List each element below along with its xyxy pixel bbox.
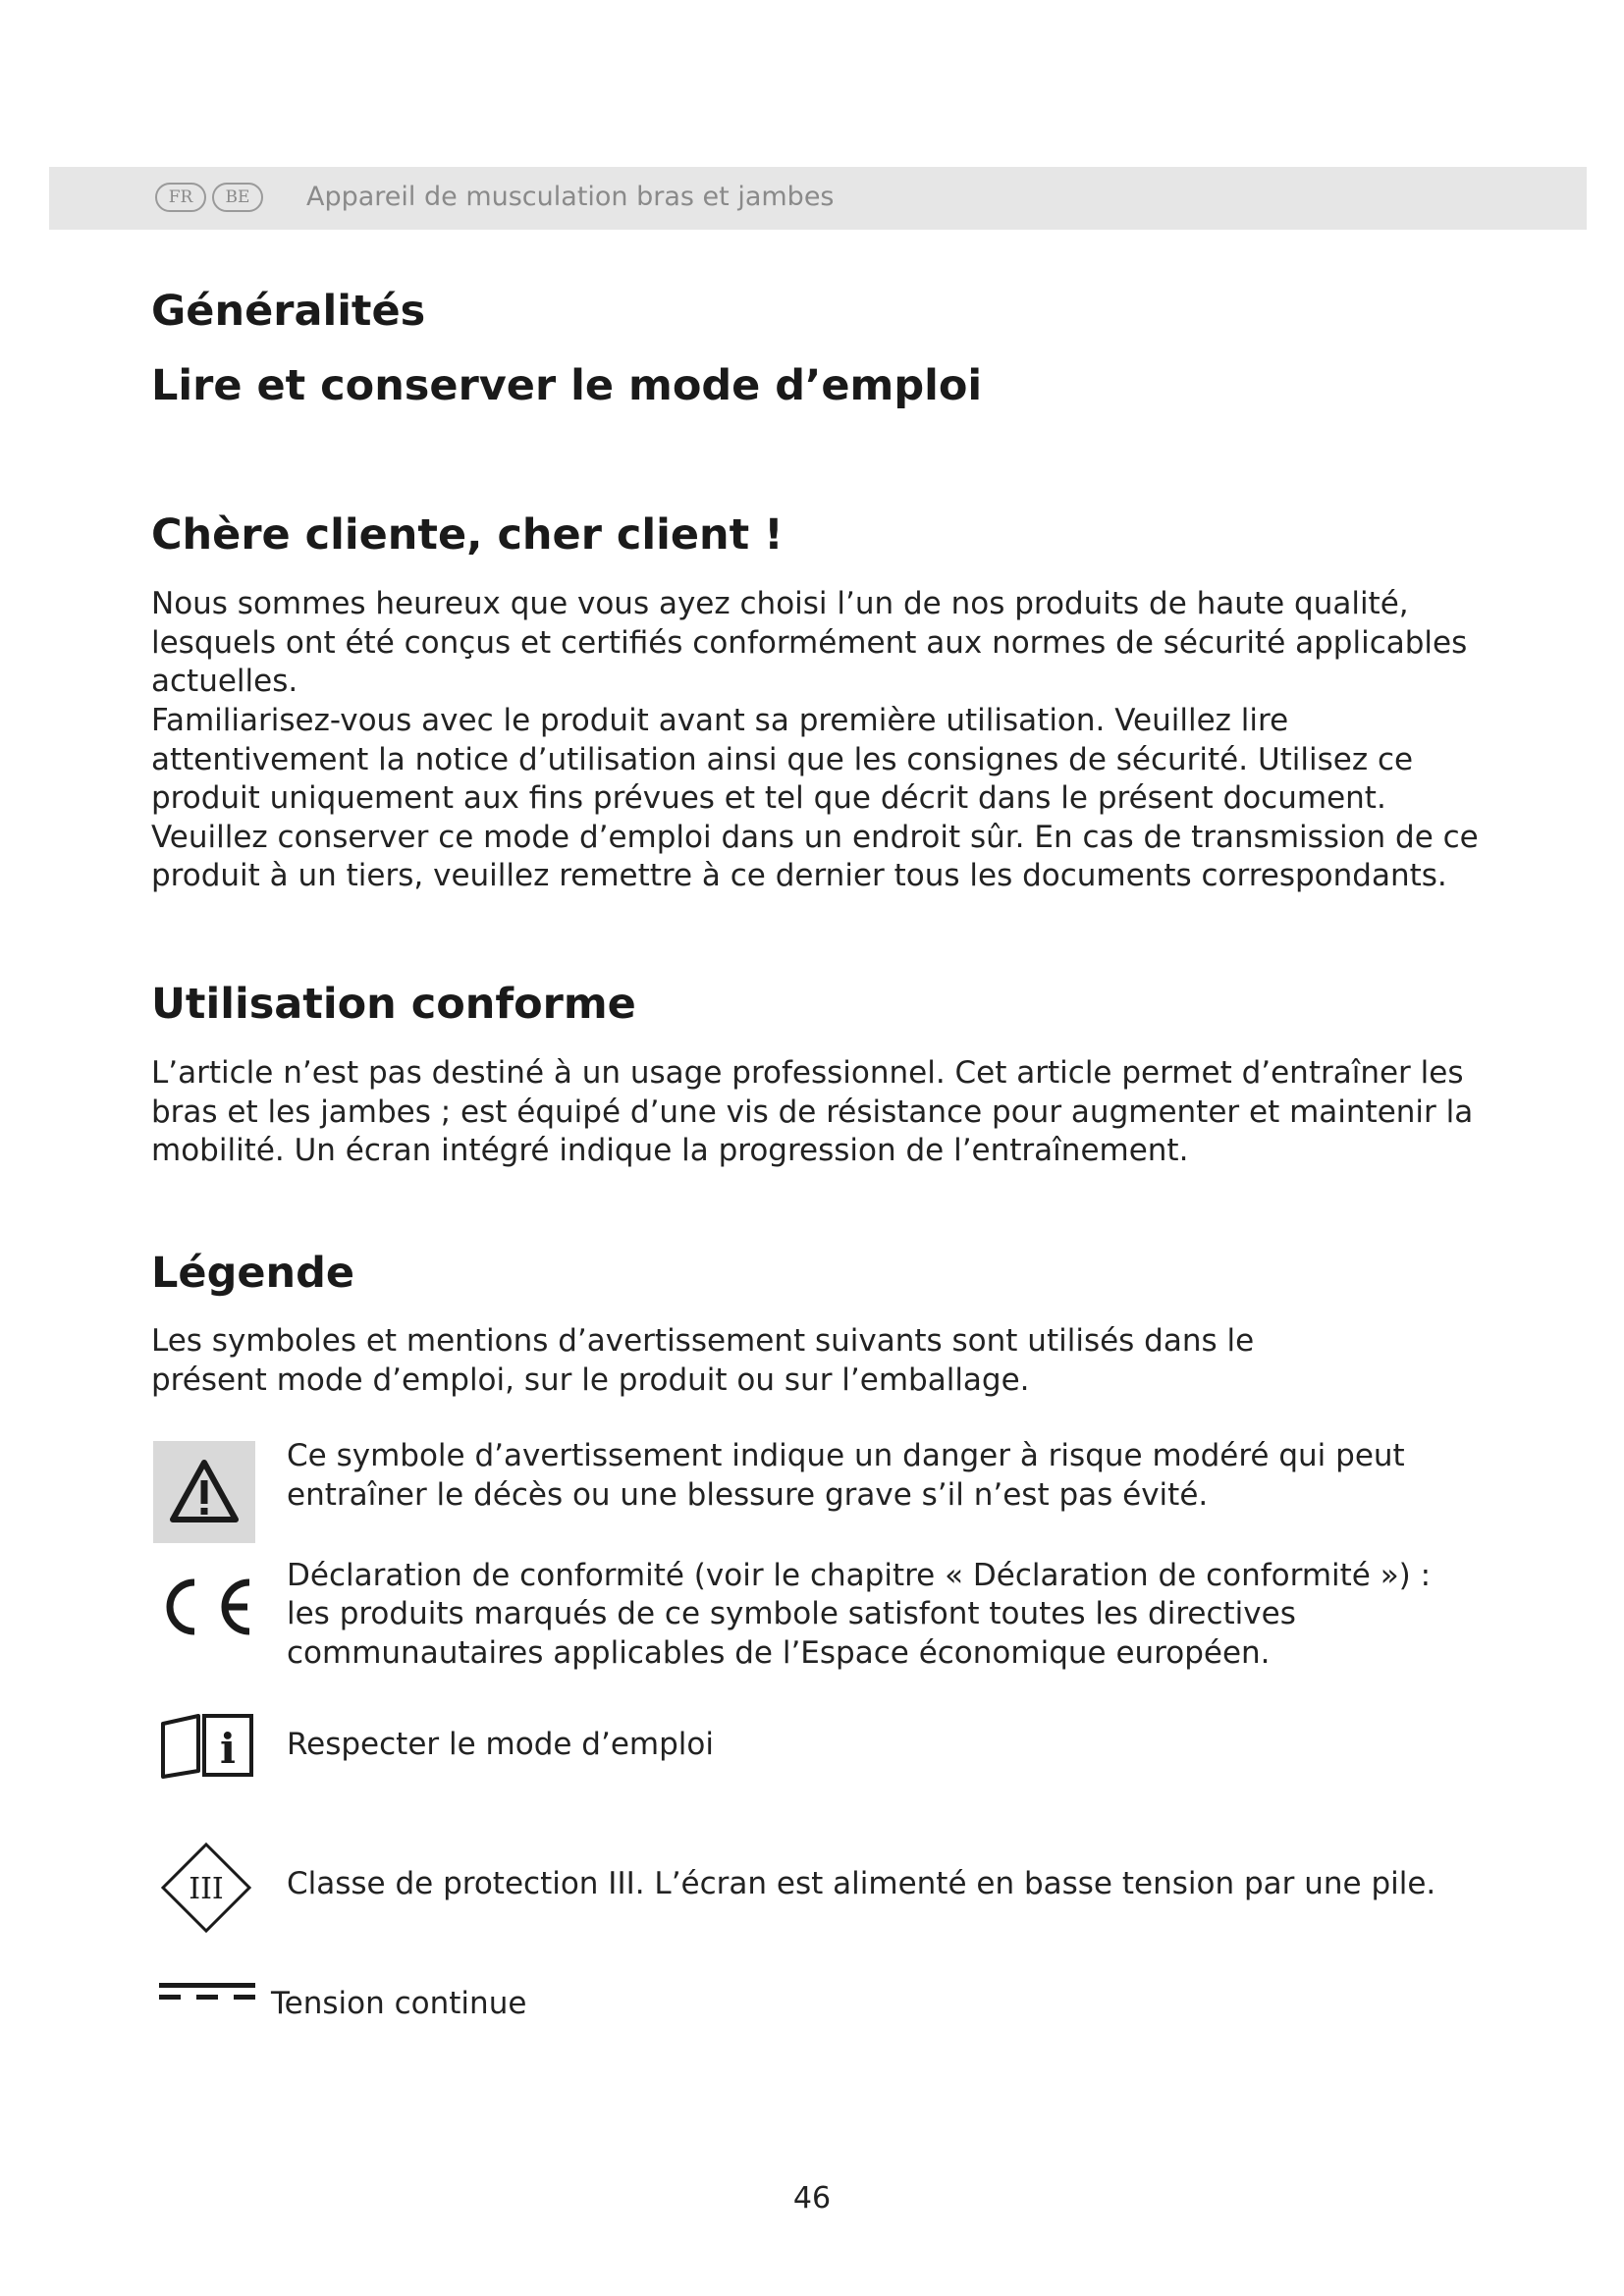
language-badge-be: BE (212, 183, 263, 212)
svg-text:i: i (220, 1725, 236, 1773)
header-title: Appareil de musculation bras et jambes (306, 182, 835, 212)
page-number: 46 (792, 2181, 832, 2216)
heading-lire-conserver: Lire et conserver le mode d’emploi (151, 361, 983, 410)
protection-class-symbol: III (189, 1872, 224, 1906)
heading-utilisation-conforme: Utilisation conforme (151, 980, 636, 1029)
legend-text-manual: Respecter le mode d’emploi (287, 1727, 714, 1762)
language-badge-fr: FR (155, 183, 206, 212)
header-bar (49, 167, 1587, 230)
direct-current-icon (159, 1981, 255, 2004)
paragraph-legende: Les symboles et mentions d’avertissement suivants sont utilisés dans le présent mode d’emploi, sur le produit ou sur l’emballage. (151, 1323, 1255, 1398)
heading-chere-cliente: Chère cliente, cher client ! (151, 510, 784, 560)
legend-text-protection: Classe de protection III. L’écran est alimenté en basse tension par une pile. (287, 1866, 1436, 1901)
manual-info-icon (159, 1712, 257, 1779)
ce-mark-icon (151, 1575, 255, 1639)
protection-class-iii-icon (159, 1841, 253, 1935)
paragraph-utilisation: L’article n’est pas destiné à un usage professionnel. Cet article permet d’entraîner les bras et les jambes ; est équipé d’une vis de résistance pour augmenter et maintenir la mobilité. Un écran intégré indique la progression de l’entraînement. (151, 1055, 1474, 1168)
paragraph-chere-2: Familiarisez-vous avec le produit avant sa première utilisation. Veuillez lire attentivement la notice d’utilisation ainsi que les consignes de sécurité. Utilisez ce produit uniquement aux fins prévues et tel que décrit dans le présent document. Veuillez conserver ce mode d’emploi dans un endroit sûr. En cas de transmission de ce produit à un tiers, veuillez remettre à ce dernier tous les documents correspondants. (151, 703, 1479, 893)
heading-legende: Légende (151, 1249, 355, 1298)
legend-text-ce-line1: Déclaration de conformité (voir le chapitre « Déclaration de conformité ») : (287, 1558, 1432, 1593)
paragraph-chere-1: Nous sommes heureux que vous ayez choisi l’un de nos produits de haute qualité, lesquels ont été conçus et certifiés conformément aux normes de sécurité applicables actuelles. (151, 586, 1468, 699)
warning-icon (153, 1441, 255, 1543)
legend-text-ce-line2: les produits marqués de ce symbole satisfont toutes les directives communautaires applicables de l’Espace économique européen. (287, 1596, 1296, 1671)
legend-text-warning: Ce symbole d’avertissement indique un danger à risque modéré qui peut entraîner le décès ou une blessure grave s’il n’est pas évité. (287, 1438, 1405, 1513)
legend-text-dc: Tension continue (271, 1986, 527, 2021)
heading-generalites: Généralités (151, 287, 426, 336)
